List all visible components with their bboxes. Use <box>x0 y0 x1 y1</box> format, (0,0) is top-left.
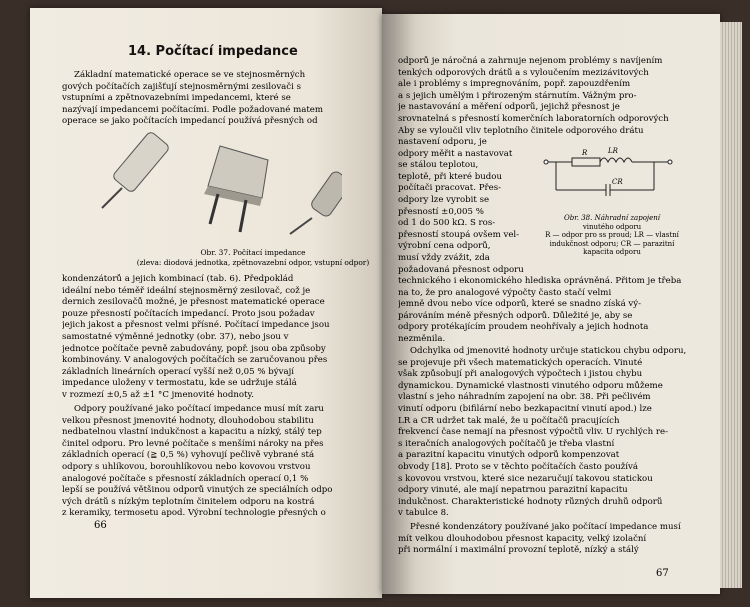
text-line: kondenzátorů a jejich kombinací (tab. 6). Předpoklád <box>62 274 294 284</box>
text-line: však způsobují při analogových výpočtech i jistou chybu <box>398 369 643 380</box>
circuit-label-r: R <box>582 149 588 157</box>
left-para-1 <box>62 70 372 128</box>
circuit-label-c: CR <box>612 178 623 186</box>
text-line: obvody [18]. Proto se v těchto počítačích často používá <box>398 461 639 472</box>
text-line: teplotě, při které budou <box>398 171 502 182</box>
text-line: mít velkou dlouhodobou přesnost kapacity, velký izolační <box>398 533 647 544</box>
caption-line: R — odpor pro ss proud; LR — vlastní <box>545 231 679 240</box>
equivalent-circuit-diagram <box>542 144 678 206</box>
text-line: lepší se používá většinou odporů vinutých ze speciálních odpo <box>62 485 333 496</box>
caption-line: Obr. 38. Náhradní zapojení <box>563 214 660 222</box>
section-heading: 14. Počítací impedance <box>128 44 298 59</box>
page-edges <box>720 22 742 588</box>
right-para-2 <box>398 346 714 520</box>
text-line: gových počítačích zajišťují stejnosměrnými zesilovači s <box>62 81 301 92</box>
text-line: Odchylka od jmenovité hodnoty určuje statickou chybu odporu, <box>410 346 687 356</box>
caption-line: kapacita odporu <box>583 248 641 257</box>
left-figure-caption <box>124 248 382 267</box>
text-line: odporů je náročná a zahrnuje nejenom problémy s navíjením <box>398 56 663 66</box>
text-line: nedbatelnou vlastní indukčnost a kapacitu a nízký, stálý tep <box>62 427 322 438</box>
text-line: impedance uloženy v termostatu, kde se udržuje stálá <box>62 378 297 389</box>
text-line: počítači pracovat. Přes- <box>398 183 502 194</box>
text-line: ale i problémy s impregnováním, popř. zapouzdřením <box>398 79 631 90</box>
text-line: nazývají impedancemi počítacími. Podle požadované matem <box>62 104 324 115</box>
text-line: nastavení odporu, je <box>398 137 487 147</box>
text-line: jemně dvou nebo více odporů, které se snadno získá vý- <box>398 299 642 310</box>
text-line: na to, že pro analogové výpočty často stačí velmi <box>398 287 612 298</box>
text-line: Aby se vyloučil vliv teplotního činitele odporového drátu <box>398 125 644 136</box>
text-line: v tabulce 8. <box>398 508 449 519</box>
left-para-3 <box>62 404 372 520</box>
text-line: analogové počítače s přesností základních operací 0,1 % <box>62 473 309 484</box>
circuit-label-l: LR <box>608 147 618 155</box>
right-page-number: 67 <box>656 568 669 579</box>
right-para-1-bottom <box>398 276 714 346</box>
text-line: se projevuje při všech matematických operacích. Vinuté <box>398 357 643 368</box>
text-line: a parazitní kapacitu vinutých odporů kompenzovat <box>398 450 620 461</box>
diode-unit-image <box>102 131 170 208</box>
text-line: základních lineárních operací vyšší než 0,05 % bývají <box>62 366 294 377</box>
right-para-1-top <box>398 56 714 137</box>
text-line: pouze přesností počítacích impedancí. Proto jsou požadav <box>62 308 315 319</box>
text-line: s iteračních analogových počítačů je třeba vlastní <box>398 438 615 449</box>
text-line: požadovaná přesnost odporu <box>398 264 524 275</box>
left-para-2 <box>62 274 372 402</box>
right-para-3 <box>398 522 714 557</box>
text-line: výrobní cena odporů, <box>398 241 491 252</box>
text-line: jejich jakost a přesnost velmi přísné. Počítací impedance jsou <box>62 320 330 331</box>
text-line: vlastní s jeho náhradním zapojení na obr. 38. Při pečlivém <box>398 392 651 403</box>
text-line: v rozmezí ±0,5 až ±1 °C jmenovité hodnoty. <box>62 389 254 400</box>
text-line: činitel odporu. Pro levné počítače s menšími nároky na přes <box>62 438 324 449</box>
text-line: Odpory používané jako počítací impedance musí mít zaru <box>74 404 324 414</box>
text-line: vinutí odporu (bifilární nebo bezkapacitní vinutí apod.) lze <box>398 403 652 414</box>
text-line: srovnatelná s přesností komerčních laboratorních odporových <box>398 113 669 124</box>
text-line: při normální i maximální provozní teplotě, nízký a stálý <box>398 545 639 556</box>
impedance-units-photo <box>90 128 342 240</box>
feedback-resistor-image <box>204 146 268 232</box>
text-line: technického i ekonomického hlediska oprávněná. Přitom je třeba <box>398 276 682 286</box>
right-para-1-narrow <box>398 137 534 276</box>
text-line: jednotce počítače pevně zabudovány, popř. jsou oba způsoby <box>62 343 326 354</box>
text-line: vstupními a zpětnovazebními impedancemi, které se <box>62 93 291 104</box>
caption-line: indukčnost odporu; CR — parazitní <box>549 239 675 248</box>
left-page-number: 66 <box>94 520 107 531</box>
text-line: přesností ±0,005 % <box>398 206 484 217</box>
input-resistor-image <box>290 170 342 234</box>
text-line: se stálou teplotou, <box>398 160 479 171</box>
text-line: přesností stoupá ovšem vel- <box>398 229 520 240</box>
text-line: s kovovou vrstvou, které sice nezaručují takovou statickou <box>398 473 653 484</box>
text-line: základních operací (≧ 0,5 %) vyhovují pečlivě vybrané stá <box>62 450 315 461</box>
text-line: velkou přesnost jmenovité hodnoty, dlouhodobou stabilitu <box>62 415 314 426</box>
text-line: dynamickou. Dynamické vlastnosti vinutého odporu můžeme <box>398 380 663 391</box>
text-line: odpory s uhlíkovou, borouhlíkovou nebo kovovou vrstvou <box>62 461 311 472</box>
text-line: a s jejich umělým i přirozeným stárnutím. Vážným pro- <box>398 90 637 101</box>
text-line: tenkých odporových drátů a s vyloučením mezizávitových <box>398 67 649 78</box>
text-line: odpory vinuté, ale mají nepatrnou parazitní kapacitu <box>398 485 628 496</box>
text-line: z keramiky, termosetu apod. Výrobní technologie přesných o <box>62 508 326 519</box>
text-line: odpory protékajícím proudem neohřívaly a jejich hodnota <box>398 322 649 333</box>
text-line: ideální nebo téměř ideální stejnosměrný zesilovač, což je <box>62 285 311 296</box>
caption-line: (zleva: diodová jednotka, zpětnovazební odpor, vstupní odpor) <box>136 257 370 267</box>
text-line: dernich zesilovačů možné, je přesnost matematické operace <box>62 297 325 308</box>
text-line: operace se jako počítacích impedancí používá přesných od <box>62 116 318 127</box>
text-line: odpory lze vyrobit se <box>398 194 490 205</box>
caption-line: vinutého odporu <box>582 222 642 231</box>
text-line: odpory měřit a nastavovat <box>398 148 513 159</box>
text-line: od 1 do 500 kΩ. S ros- <box>398 218 496 229</box>
text-line: indukčnost. Charakteristické hodnoty různých druhů odporů <box>398 496 663 507</box>
text-line: Základní matematické operace se ve stejnosměrných <box>74 70 306 80</box>
text-line: nezměnila. <box>398 333 446 344</box>
text-line: Přesné kondenzátory používané jako počítací impedance musí <box>410 522 681 532</box>
text-line: samostatné výměnné jednotky (obr. 37), nebo jsou v <box>62 331 289 342</box>
text-line: je nastavování a měření odporů, jejichž přesnost je <box>398 102 620 113</box>
text-line: frekvencí čase nemají na přesnost výpočtů vliv. U rychlých re- <box>398 427 668 438</box>
text-line: párováním méně přesných odporů. Důležité je, aby se <box>398 310 633 321</box>
text-line: kombinovány. V analogových počítačích se zaručovanou přes <box>62 355 328 366</box>
text-line: LR a CR udržet tak malé, že u počítačů pracujících <box>398 415 620 426</box>
right-figure-caption <box>542 214 682 257</box>
text-line: vých drátů s nízkým teplotním činitelem odporu na kostrá <box>62 496 315 507</box>
text-line: musí vždy zvážit, zda <box>398 252 490 263</box>
caption-line: Obr. 37. Počítací impedance <box>200 248 306 257</box>
